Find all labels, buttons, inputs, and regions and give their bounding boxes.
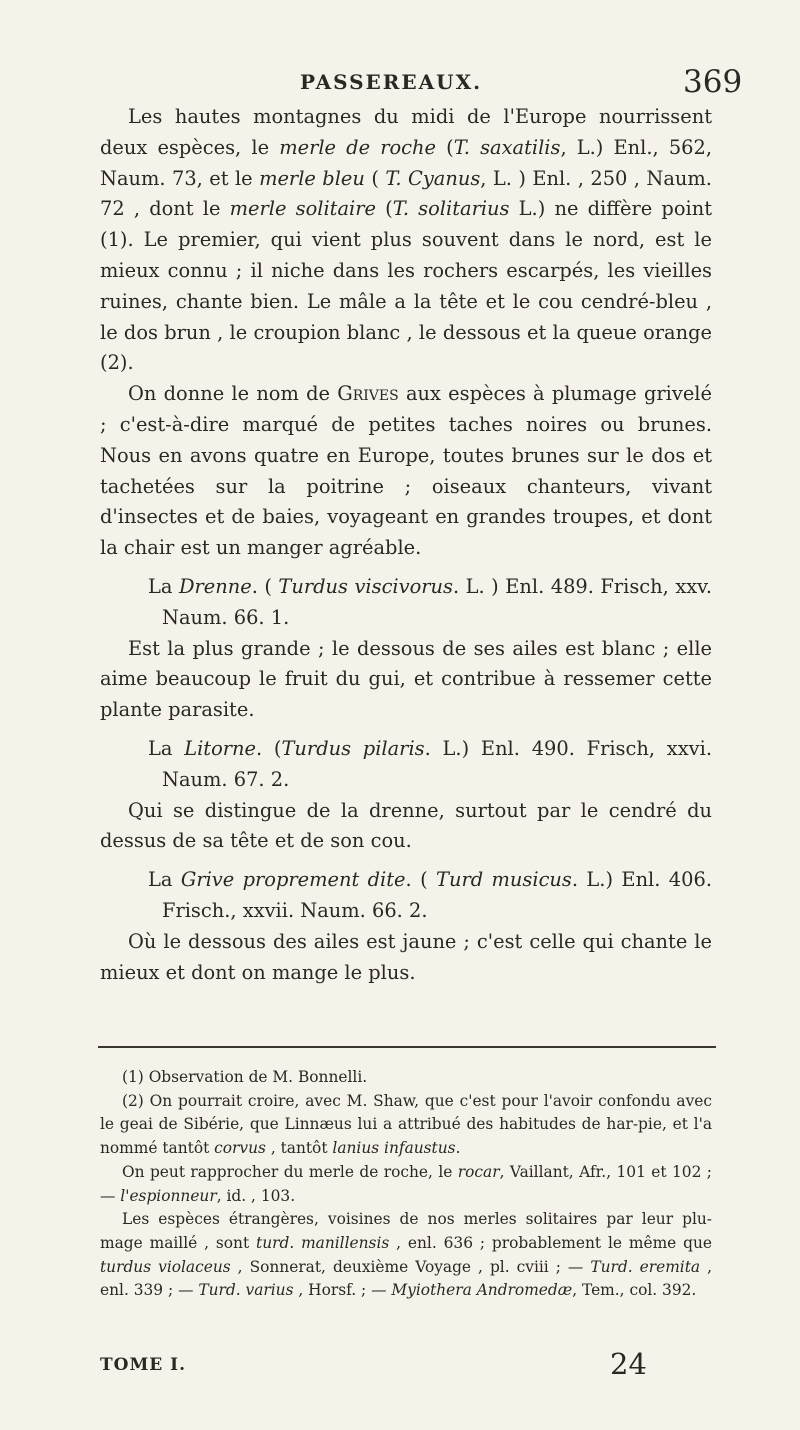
italic-run: lanius infaustus <box>332 1139 456 1158</box>
body-text <box>100 102 712 988</box>
spacer <box>100 857 712 865</box>
text-run: ( <box>364 166 386 190</box>
signature-mark: 24 <box>610 1347 647 1381</box>
text-run: , enl. 339 ; — <box>100 1257 712 1300</box>
text-run: La <box>148 574 179 598</box>
text-run: , Tem., col. 392. <box>572 1281 697 1300</box>
italic-run: rocar <box>457 1162 500 1181</box>
text-run: On peut rapprocher du merle de roche, le <box>122 1162 458 1181</box>
text-run: , id. , 103. <box>216 1186 296 1205</box>
text-run: . ( <box>251 574 279 598</box>
tome-label: TOME I. <box>100 1355 187 1375</box>
text-run: Les hautes montagnes du midi de l'Europe nourrissent deux espèces, le <box>100 105 712 159</box>
italic-run: merle bleu <box>259 166 365 190</box>
text-run: . ( <box>405 868 437 892</box>
text-run: La <box>148 736 185 760</box>
text-run: , Horsf. ; — <box>293 1281 392 1300</box>
footnote-1: (1) Observation de M. Bonnelli. <box>122 1068 368 1086</box>
spacer <box>100 726 712 734</box>
footnote-2-species <box>100 1208 712 1303</box>
italic-run: Drenne <box>178 574 252 598</box>
text-run: L.) ne diffère point (1). Le premier, qui vient plus souvent dans le nord, est le mieux connu ; il niche dans les rochers escarpés, les vieilles ruines, chante bien. Le mâle a la tête et le cou cendré-bleu , le dos brun , le croupion blanc , le dessous et la queue orange (2). <box>100 197 712 375</box>
text-run: , enl. 636 ; probablement le même que <box>389 1233 713 1252</box>
entry-grive <box>100 865 712 927</box>
text-run: On donne le nom de <box>128 382 338 406</box>
text-run: . ( <box>256 736 282 760</box>
text-run: . L.) Enl. 406. Frisch., xxvii. Naum. 66. 2. <box>162 868 712 922</box>
text-run: Les espèces étrangères, voisines de nos merles solitaires par leur plu-mage maillé , sont <box>100 1210 712 1252</box>
italic-run: turd. manillensis <box>256 1233 390 1252</box>
italic-run: Turd. eremita <box>590 1257 701 1276</box>
text-run: (2) On pourrait croire, avec M. Shaw, que c'est pour l'avoir confondu avec le geai de Sibérie, que Linnæus lui a attribué des habitudes de har-pie, et l'a nommé tantôt <box>100 1091 712 1158</box>
italic-run: T. saxatilis <box>453 135 561 159</box>
paragraph-mountain-thrushes <box>100 102 712 379</box>
footnote-2 <box>100 1090 712 1161</box>
text-run: . L.) Enl. 490. Frisch, xxvi. Naum. 67. 2. <box>162 736 712 791</box>
italic-run: Grive proprement dite <box>180 868 406 892</box>
paragraph-litorne-desc: Qui se distingue de la drenne, surtout par le cendré du dessus de sa tête et de son cou. <box>100 798 712 853</box>
text-run: , Vaillant, Afr., 101 et 102 ; — <box>100 1162 712 1205</box>
italic-run: T. Cyanus <box>385 166 481 190</box>
text-run: La <box>148 868 181 892</box>
footnote-2-continued <box>100 1161 712 1208</box>
italic-run: Myiothera Andromedæ <box>391 1281 573 1300</box>
italic-run: turdus violaceus <box>100 1257 231 1276</box>
italic-run: Turdus viscivorus <box>278 574 453 598</box>
italic-run: corvus <box>214 1139 266 1158</box>
italic-run: T. solitarius <box>392 197 510 221</box>
footnote-rule <box>98 1046 716 1048</box>
text-run: aux espèces à plumage grivelé ; c'est-à-dire marqué de petites taches noires ou brunes. Nous en avons quatre en Europe, toutes brunes sur le dos et tachetées sur la poitrine ; oiseaux chanteurs, vivant d'insectes et de baies, voyageant en grandes troupes, et dont la chair est un manger agréable. <box>100 382 712 560</box>
text-run: . L. ) Enl. 489. Frisch, xxv. Naum. 66. 1. <box>162 574 713 629</box>
page-number: 369 <box>683 64 743 100</box>
paragraph-grives <box>100 379 712 564</box>
italic-run: Turdus pilaris <box>281 736 425 760</box>
italic-run: l'espionneur <box>120 1186 217 1205</box>
italic-run: Turd musicus <box>436 868 572 892</box>
text-run: . <box>455 1139 461 1158</box>
text-run: ( <box>375 197 393 221</box>
spacer <box>100 564 712 572</box>
italic-run: Litorne <box>184 736 256 760</box>
italic-run: Turd. varius <box>198 1281 294 1300</box>
entry-drenne <box>100 572 712 634</box>
paragraph-drenne-desc: Est la plus grande ; le dessous de ses ailes est blanc ; elle aime beaucoup le fruit du gui, et contribue à ressemer cette plante parasite. <box>100 636 712 722</box>
text-run: , L. ) Enl. , 250 , Naum. 72 , dont le <box>100 166 712 221</box>
entry-litorne <box>100 734 712 796</box>
running-head: PASSEREAUX. <box>300 70 483 94</box>
text-run: , L.) Enl., 562, Naum. 73, et le <box>100 135 712 190</box>
text-run: , Sonnerat, deuxième Voyage , pl. cviii ; — <box>230 1257 591 1276</box>
italic-run: merle solitaire <box>229 197 376 221</box>
paragraph-grive-desc: Où le dessous des ailes est jaune ; c'est celle qui chante le mieux et dont on mange le plus. <box>100 929 712 984</box>
italic-run: merle de roche <box>279 135 436 159</box>
small-caps-run: Grives <box>337 382 399 406</box>
text-run: , tantôt <box>265 1139 333 1158</box>
footnotes <box>100 1066 712 1303</box>
text-run: ( <box>435 135 454 159</box>
